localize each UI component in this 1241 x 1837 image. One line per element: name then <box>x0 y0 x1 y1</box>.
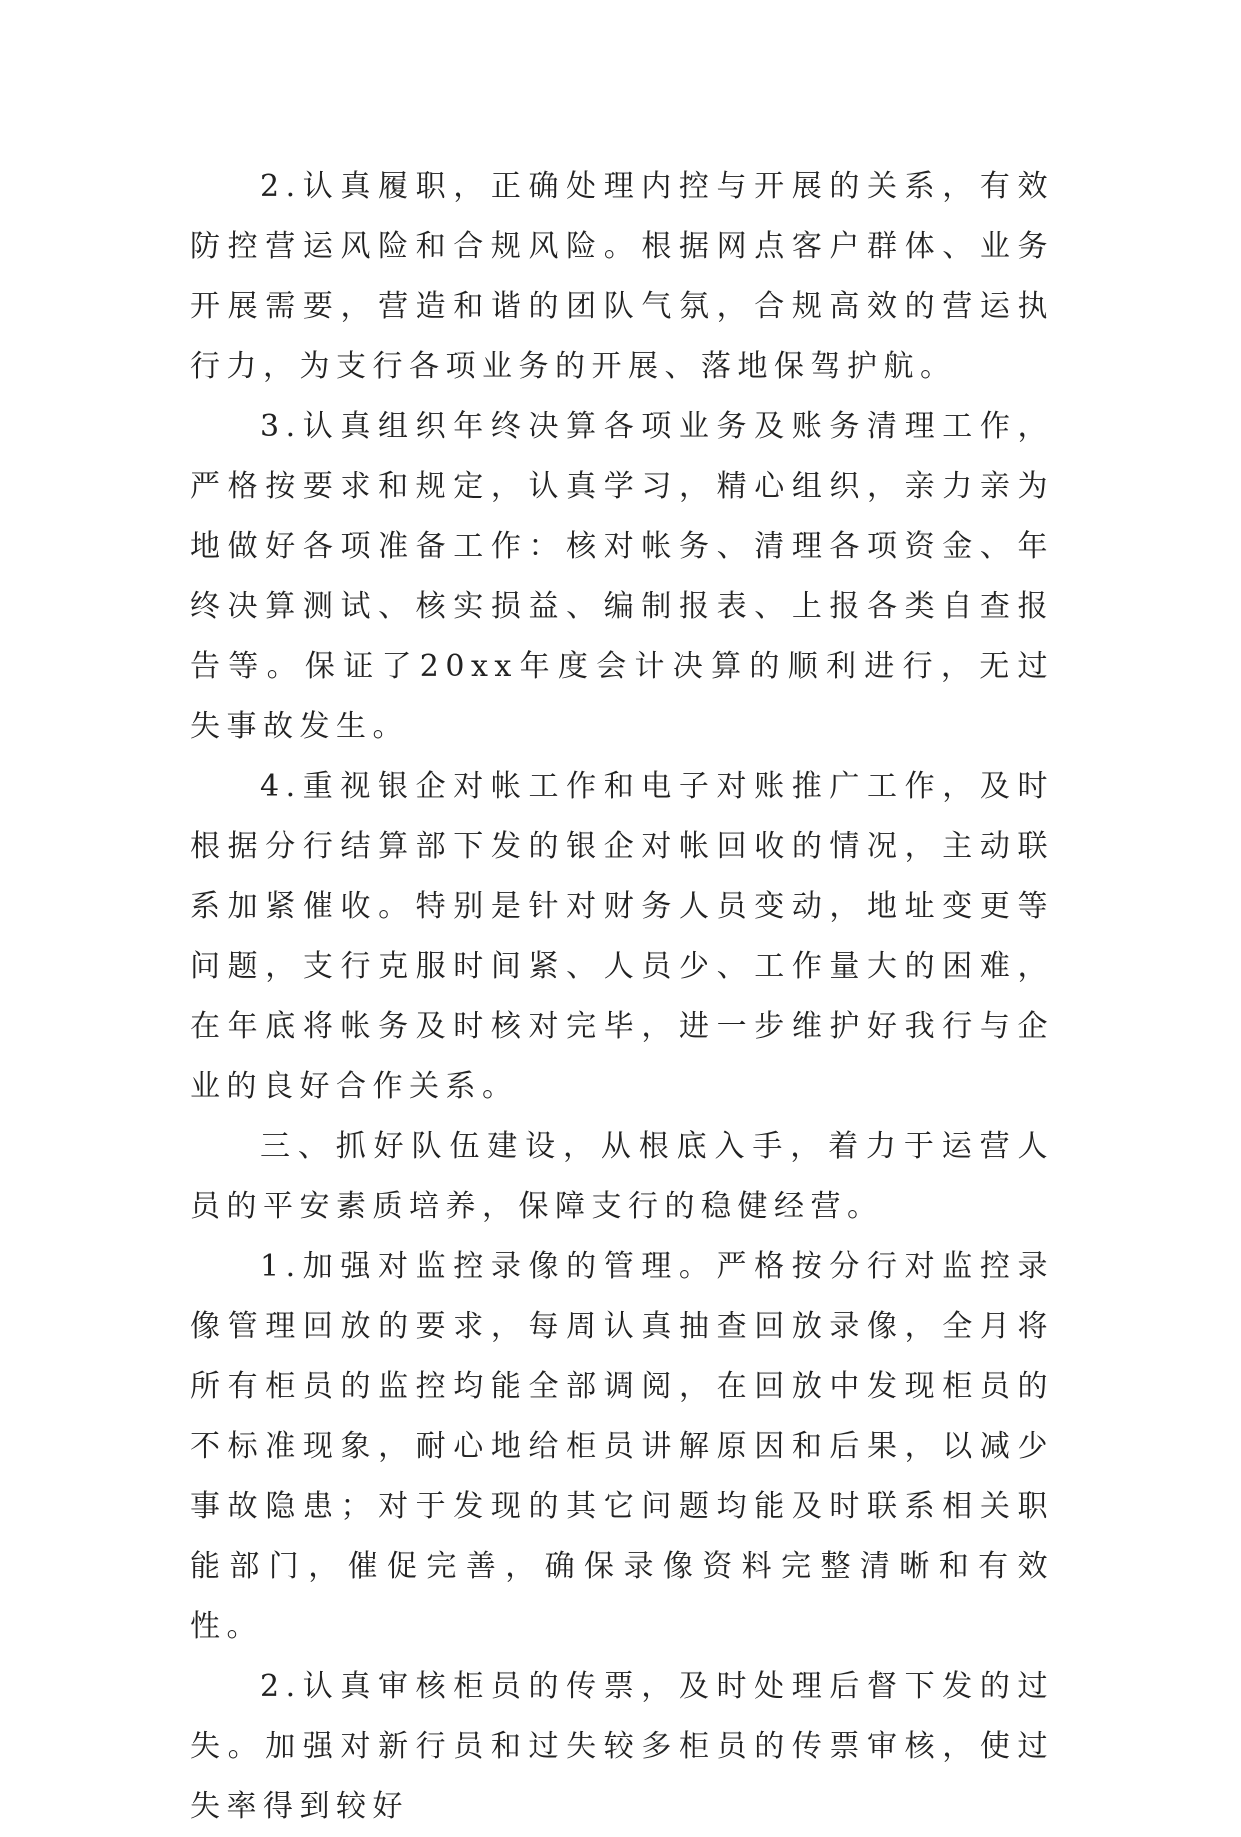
paragraph-item-2-duty: 2.认真履职，正确处理内控与开展的关系，有效防控营运风险和合规风险。根据网点客户群体、业务开展需要，营造和谐的团队气氛，合规高效的营运执行力，为支行各项业务的开展、落地保驾护航。 <box>190 169 1054 384</box>
paragraph-item-4-reconciliation: 4.重视银企对帐工作和电子对账推广工作，及时根据分行结算部下发的银企对帐回收的情况，主动联系加紧催收。特别是针对财务人员变动，地址变更等问题，支行克服时间紧、人员少、工作量大的困难，在年底将帐务及时核对完毕，进一步维护好我行与企业的良好合作关系。 <box>190 769 1054 1104</box>
section-heading-team-building: 三、抓好队伍建设，从根底入手，着力于运营人员的平安素质培养，保障支行的稳健经营。 <box>190 1129 1054 1224</box>
document-body <box>190 157 1054 1837</box>
paragraph-item-3-year-end: 3.认真组织年终决算各项业务及账务清理工作，严格按要求和规定，认真学习，精心组织，亲力亲为地做好各项准备工作：核对帐务、清理各项资金、年终决算测试、核实损益、编制报表、上报各类自查报告等。保证了20xx年度会计决算的顺利进行，无过失事故发生。 <box>190 409 1054 744</box>
paragraph-item-1-surveillance: 1.加强对监控录像的管理。严格按分行对监控录像管理回放的要求，每周认真抽查回放录像，全月将所有柜员的监控均能全部调阅，在回放中发现柜员的不标准现象，耐心地给柜员讲解原因和后果，以减少事故隐患；对于发现的其它问题均能及时联系相关职能部门，催促完善，确保录像资料完整清晰和有效性。 <box>190 1249 1054 1644</box>
paragraph-item-2-voucher-review: 2.认真审核柜员的传票，及时处理后督下发的过失。加强对新行员和过失较多柜员的传票审核，使过失率得到较好 <box>190 1669 1054 1824</box>
